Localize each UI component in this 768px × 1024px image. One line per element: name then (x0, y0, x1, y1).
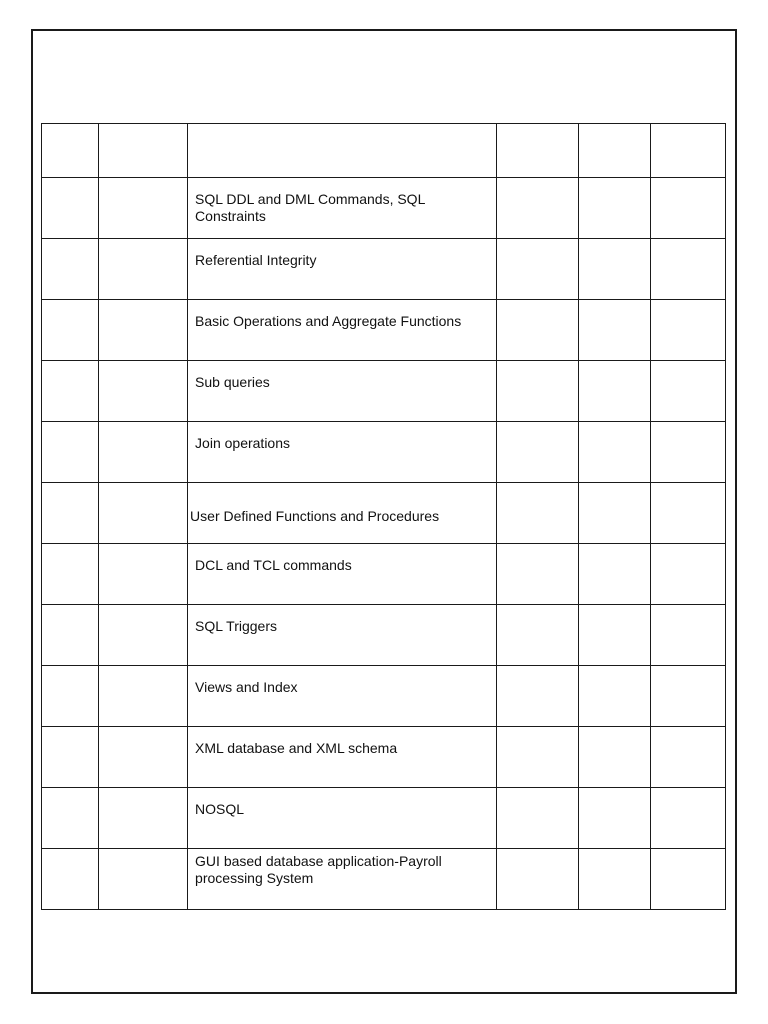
table-cell (651, 788, 726, 849)
table-cell (578, 422, 651, 483)
table-cell (99, 727, 188, 788)
table-cell (651, 666, 726, 727)
table-cell (578, 666, 651, 727)
header-cell (42, 124, 99, 178)
experiment-title-cell (188, 178, 497, 239)
table-cell (42, 544, 99, 605)
header-cell (651, 124, 726, 178)
table-cell (578, 239, 651, 300)
experiment-title: Views and Index (195, 679, 298, 695)
table-cell (578, 605, 651, 666)
header-cell (188, 124, 497, 178)
table-row (42, 544, 726, 605)
table-cell (651, 483, 726, 544)
table-cell (42, 361, 99, 422)
table-cell (651, 178, 726, 239)
table-cell (99, 483, 188, 544)
table-cell (497, 178, 579, 239)
table-cell (42, 727, 99, 788)
experiment-title: Basic Operations and Aggregate Functions (195, 313, 462, 329)
experiment-title-cell (188, 605, 497, 666)
table-cell (578, 483, 651, 544)
experiment-title: User Defined Functions and Procedures (190, 508, 440, 524)
table-cell (651, 727, 726, 788)
table-cell (578, 788, 651, 849)
table-cell (651, 849, 726, 910)
experiment-title-cell (188, 300, 497, 361)
experiment-title-cell (188, 361, 497, 422)
experiment-title: GUI based database application-Payroll processing System (195, 853, 442, 886)
experiment-title-cell (188, 422, 497, 483)
table-cell (99, 422, 188, 483)
table-cell (42, 239, 99, 300)
table-cell (497, 422, 579, 483)
header-cell (578, 124, 651, 178)
experiment-title-cell (188, 788, 497, 849)
table-row (42, 422, 726, 483)
table-cell (42, 849, 99, 910)
table-cell (42, 483, 99, 544)
table-cell (497, 483, 579, 544)
table-cell (42, 422, 99, 483)
table-cell (578, 300, 651, 361)
table-cell (497, 300, 579, 361)
table-cell (497, 239, 579, 300)
experiment-title: Sub queries (195, 374, 270, 390)
table-row (42, 849, 726, 910)
table-cell (99, 666, 188, 727)
experiment-index-table (41, 123, 726, 910)
table-cell (99, 361, 188, 422)
table-row (42, 300, 726, 361)
table-cell (99, 239, 188, 300)
table-row (42, 788, 726, 849)
table-header-row (42, 124, 726, 178)
experiment-title-cell (188, 544, 497, 605)
table-row (42, 483, 726, 544)
experiment-title-cell (188, 727, 497, 788)
table-cell (578, 727, 651, 788)
table-row (42, 239, 726, 300)
table-cell (578, 849, 651, 910)
table-row (42, 727, 726, 788)
table-cell (651, 422, 726, 483)
table-cell (99, 544, 188, 605)
table-cell (42, 178, 99, 239)
table-cell (497, 727, 579, 788)
experiment-title: DCL and TCL commands (195, 557, 352, 573)
table-row (42, 605, 726, 666)
table-cell (497, 544, 579, 605)
table-cell (651, 544, 726, 605)
table-cell (99, 849, 188, 910)
experiment-title: SQL Triggers (195, 618, 278, 634)
table-row (42, 361, 726, 422)
table-cell (497, 361, 579, 422)
table-cell (497, 788, 579, 849)
experiment-title-cell (188, 483, 497, 544)
experiment-title: Referential Integrity (195, 252, 317, 268)
table-row (42, 178, 726, 239)
table-cell (651, 239, 726, 300)
table-cell (497, 666, 579, 727)
table-row (42, 666, 726, 727)
table-cell (578, 544, 651, 605)
experiment-title-cell (188, 239, 497, 300)
table-cell (99, 178, 188, 239)
experiment-title: XML database and XML schema (195, 740, 398, 756)
header-cell (99, 124, 188, 178)
experiment-title: Join operations (195, 435, 290, 451)
table-cell (651, 605, 726, 666)
table-cell (42, 666, 99, 727)
table-cell (42, 605, 99, 666)
table-cell (578, 361, 651, 422)
table-cell (99, 605, 188, 666)
table-cell (42, 788, 99, 849)
experiment-title: NOSQL (195, 801, 245, 817)
table-cell (651, 300, 726, 361)
table-cell (578, 178, 651, 239)
table-cell (99, 300, 188, 361)
table-cell (497, 849, 579, 910)
experiment-title-cell (188, 666, 497, 727)
table-cell (497, 605, 579, 666)
table-cell (99, 788, 188, 849)
experiment-title: SQL DDL and DML Commands, SQL Constraints (195, 191, 425, 224)
experiment-title-cell (188, 849, 497, 910)
header-cell (497, 124, 579, 178)
table-cell (42, 300, 99, 361)
table-cell (651, 361, 726, 422)
